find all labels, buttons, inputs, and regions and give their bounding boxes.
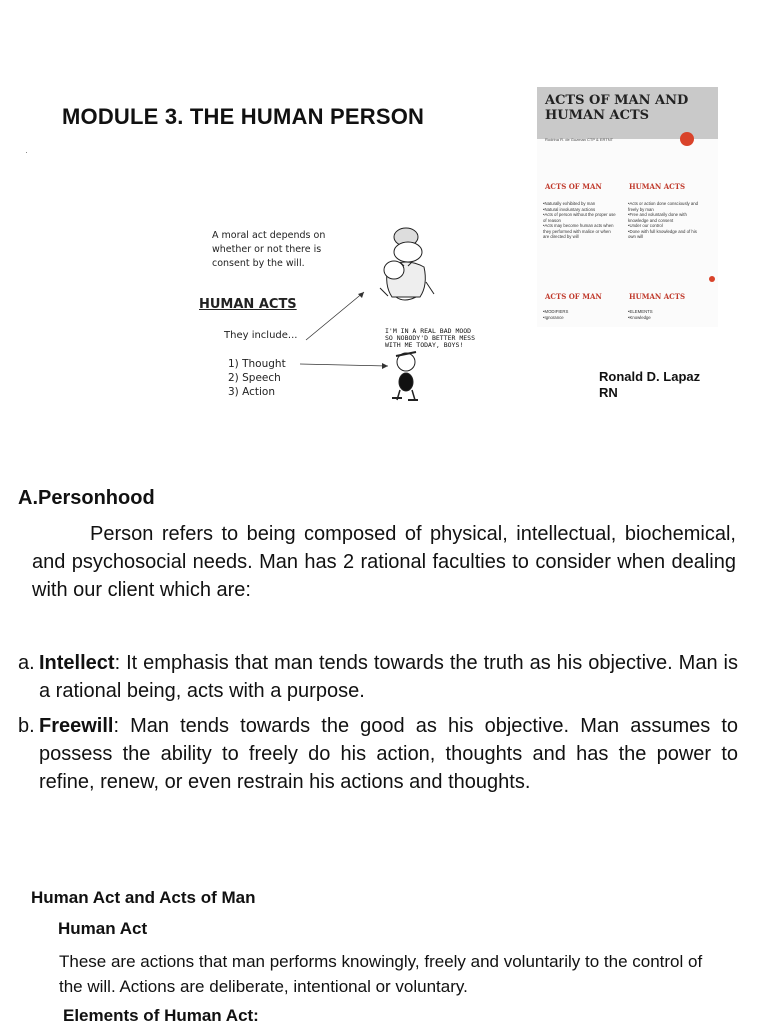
list-item-freewill — [18, 712, 738, 796]
list-item: •Acts of person without the proper use of reason — [543, 212, 616, 223]
speech-bubble-text: I'M IN A REAL BAD MOOD SO NOBODY'D BETTER MESS WITH ME TODAY, BOYS! — [385, 327, 476, 349]
subheading-human-act: Human Act — [58, 919, 148, 938]
elements-heading: Elements of Human Act: — [63, 1006, 259, 1025]
definition: : Man tends towards the good as his objective. Man assumes to possess the ability to freely do his action, thoughts and has the power to refine, renew, or even restrain his actions and thoughts. — [39, 715, 738, 793]
list-item: 2) Speech — [228, 372, 281, 384]
page-title: MODULE 3. THE HUMAN PERSON — [62, 104, 425, 129]
list-item: •Naturally exhibited by man — [543, 201, 596, 206]
slide-accent-dot — [709, 276, 715, 282]
slide-thumbnail — [537, 87, 718, 327]
term: Intellect — [39, 652, 115, 674]
slide-logo-dot — [680, 132, 694, 146]
slide-col3-list — [543, 309, 618, 320]
include-label: They include... — [224, 330, 298, 341]
moral-act-caption: A moral act depends on whether or not there is consent by the will. — [212, 230, 326, 269]
list-item: •Acts or action done consciously and freely by man — [628, 201, 699, 212]
acts-list — [228, 357, 286, 399]
author-name: Ronald D. Lapaz — [599, 369, 701, 384]
section-heading-personhood: A.Personhood — [18, 487, 155, 509]
slide-title — [545, 93, 688, 123]
list-item: •Natural involuntary actions — [543, 206, 596, 212]
cartoon-illustration — [296, 222, 476, 412]
list-item: •Ignorance — [543, 314, 564, 320]
list-item-text — [39, 649, 738, 705]
arrow-head — [358, 292, 364, 298]
speck — [26, 152, 27, 153]
personhood-paragraph: Person refers to being composed of physical, intellectual, biochemical, and psychosocial needs. Man has 2 rational faculties to consider when dealing with our client which are: — [32, 523, 736, 601]
list-item: •MODIFIERS — [543, 309, 569, 314]
slide-col3-heading: ACTS OF MAN — [545, 292, 602, 301]
slide-col2-list — [628, 201, 703, 240]
slide-author: Rodrina R. de Guzman CTP & ERTNT — [545, 137, 614, 142]
list-item: •Knowledge — [628, 314, 651, 320]
author-title: RN — [599, 385, 618, 400]
list-item: •ELEMENTS — [628, 309, 653, 314]
section-heading-human-act: Human Act and Acts of Man — [31, 888, 256, 907]
calvin-hobbes-drawing — [380, 228, 434, 300]
slide-title-line: ACTS OF MAN AND — [545, 93, 689, 108]
arrow-to-cartoon-top — [306, 292, 364, 340]
human-act-definition: These are actions that man performs knowingly, freely and voluntarily to the control of the will. Actions are deliberate, intentional or voluntary. — [59, 952, 703, 996]
list-marker: a. — [18, 652, 35, 674]
definition: : It emphasis that man tends towards the truth as his objective. Man is a rational being, acts with a purpose. — [39, 652, 738, 702]
list-item-intellect — [18, 649, 738, 705]
list-item: •Acts may become human acts when they performed with malice or when are directed by will — [543, 223, 614, 239]
calvin-drawing — [392, 352, 418, 400]
arrow-to-cartoon-bottom — [300, 364, 388, 366]
arrow-head — [382, 363, 388, 369]
slide-col2-heading: HUMAN ACTS — [629, 182, 685, 191]
list-item-text — [39, 712, 738, 796]
list-item: •Free and voluntarily done with knowledge and consent — [628, 212, 687, 223]
slide-title-line: HUMAN ACTS — [545, 108, 649, 123]
slide-col4-heading: HUMAN ACTS — [629, 292, 685, 301]
slide-col4-list — [628, 309, 703, 320]
list-item: 3) Action — [228, 386, 275, 398]
list-item: 1) Thought — [228, 358, 286, 370]
slide-col1-heading: ACTS OF MAN — [545, 182, 602, 191]
author-credit — [599, 369, 749, 401]
term: Freewill — [39, 715, 114, 737]
slide-col1-list — [543, 201, 618, 240]
human-acts-heading: HUMAN ACTS — [199, 297, 297, 312]
list-item: •Under our control — [628, 223, 663, 228]
list-marker: b. — [18, 715, 35, 737]
list-item: •Done with full knowledge and of his own will — [628, 228, 697, 239]
